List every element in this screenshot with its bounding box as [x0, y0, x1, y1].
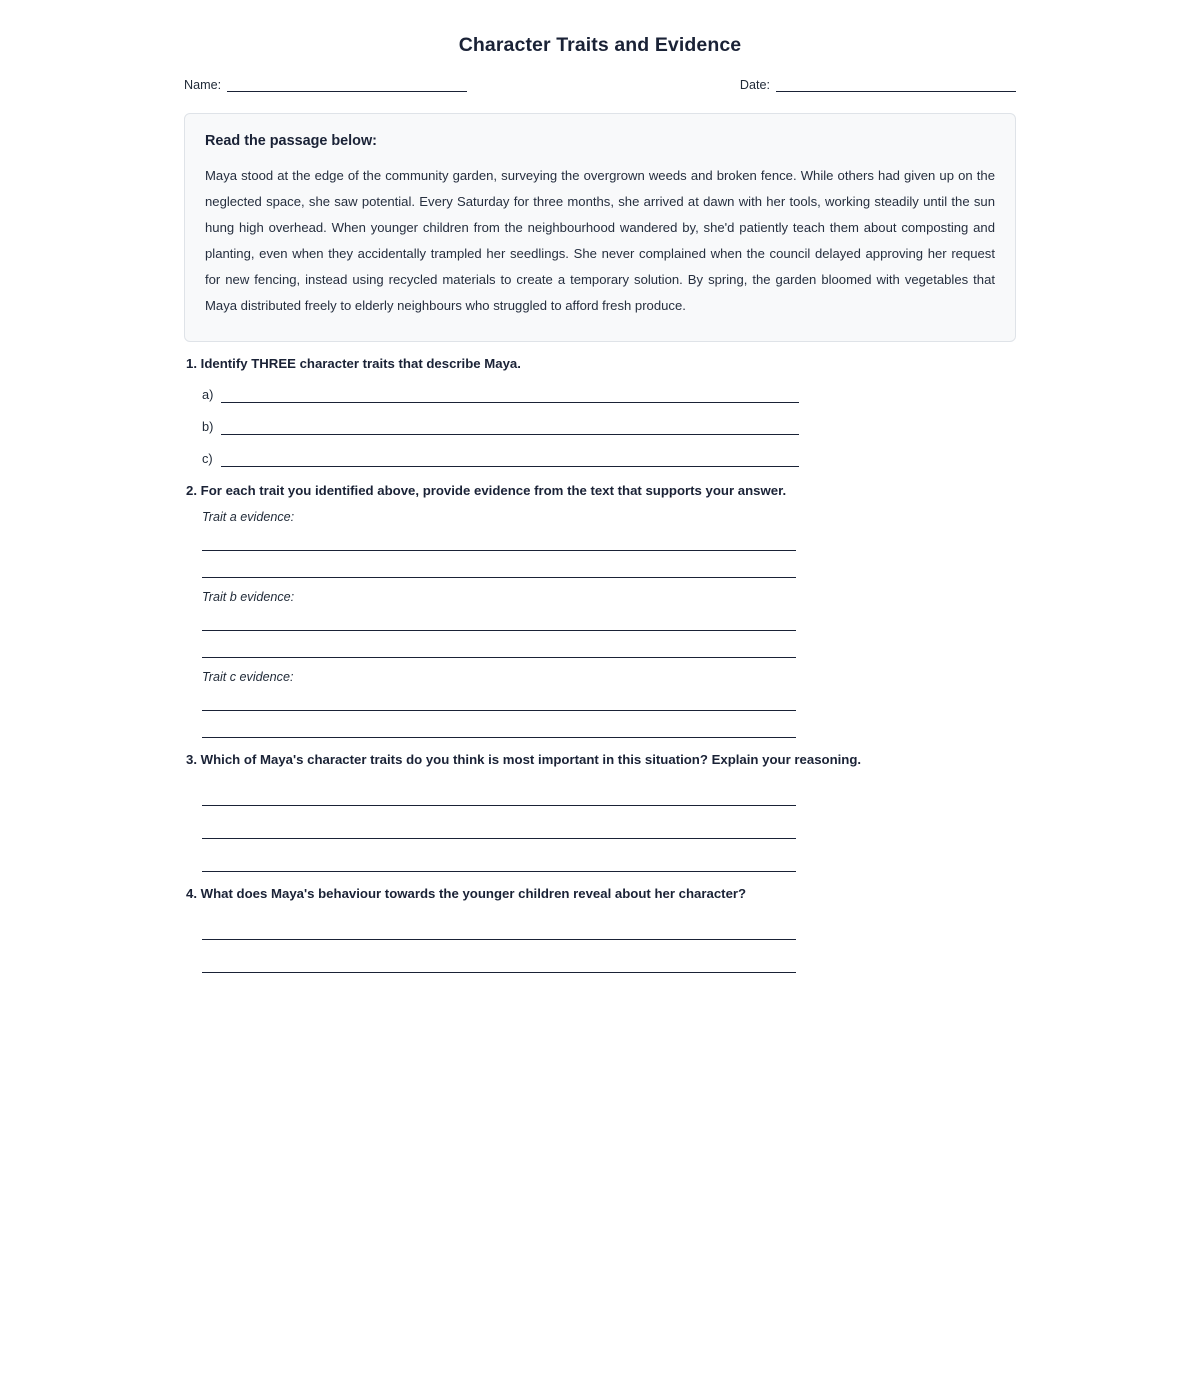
question-3-line-2[interactable] [202, 806, 796, 839]
answer-line-a[interactable] [221, 388, 799, 403]
question-4-line-2[interactable] [202, 940, 796, 973]
evidence-label-b: Trait b evidence: [202, 590, 295, 604]
evidence-a-line-2[interactable] [202, 551, 796, 578]
evidence-b-line-1[interactable] [202, 604, 796, 631]
question-4-answer-lines [184, 901, 1016, 973]
question-1-answer-list [184, 371, 1016, 467]
question-3-line-1[interactable] [202, 773, 796, 806]
question-3-answer-lines [184, 767, 1016, 872]
evidence-c-line-2[interactable] [202, 711, 796, 738]
date-input-rule[interactable] [776, 79, 1016, 92]
answer-line-b[interactable] [221, 420, 799, 435]
answer-item-c [202, 435, 1016, 467]
answer-line-c[interactable] [221, 452, 799, 467]
question-4-heading: 4. What does Maya's behaviour towards the younger children reveal about her character? [186, 886, 747, 901]
evidence-group-c [184, 658, 1016, 738]
evidence-group-b [184, 578, 1016, 658]
answer-item-b [202, 403, 1016, 435]
date-field[interactable] [740, 78, 1016, 92]
question-3-heading: 3. Which of Maya's character traits do you think is most important in this situation? Explain your reasoning. [186, 752, 862, 767]
question-2 [184, 483, 1016, 738]
page-title: Character Traits and Evidence [458, 34, 742, 56]
questions-container [184, 342, 1016, 973]
passage-panel [184, 113, 1016, 342]
evidence-a-line-1[interactable] [202, 524, 796, 551]
student-info-row [184, 78, 1016, 92]
evidence-group-a [184, 498, 1016, 578]
evidence-b-line-2[interactable] [202, 631, 796, 658]
evidence-c-line-1[interactable] [202, 684, 796, 711]
question-1 [184, 356, 1016, 467]
evidence-label-a: Trait a evidence: [202, 510, 295, 524]
question-3-line-3[interactable] [202, 839, 796, 872]
name-label: Name: [184, 78, 222, 92]
answer-label-b: b) [202, 419, 214, 434]
name-field[interactable] [184, 78, 467, 92]
answer-label-c: c) [202, 451, 213, 466]
question-4 [184, 886, 1016, 973]
passage-heading: Read the passage below: [205, 133, 377, 149]
answer-item-a [202, 371, 1016, 403]
name-input-rule[interactable] [227, 79, 467, 92]
question-3 [184, 752, 1016, 872]
evidence-label-c: Trait c evidence: [202, 670, 294, 684]
date-label: Date: [739, 78, 770, 92]
question-1-heading: 1. Identify THREE character traits that describe Maya. [186, 356, 521, 371]
answer-label-a: a) [202, 387, 214, 402]
passage-text: Maya stood at the edge of the community garden, surveying the overgrown weeds and broken fence. While others had given up on the neglected space, she saw potential. Every Saturday for three months, she arrived at dawn with her tools, working steadily until the sun hung high overhead. When younger children from the neighbourhood wandered by, she'd patiently teach them about composting and planting, even when they accidentally trampled her seedlings. She never complained when the council delayed approving her request for new fencing, instead using recycled materials to create a temporary solution. By spring, the garden bloomed with vegetables that Maya distributed freely to elderly neighbours who struggled to afford fresh produce. [205, 168, 995, 313]
question-2-heading: 2. For each trait you identified above, provide evidence from the text that supports your answer. [186, 483, 787, 498]
question-4-line-1[interactable] [202, 907, 796, 940]
